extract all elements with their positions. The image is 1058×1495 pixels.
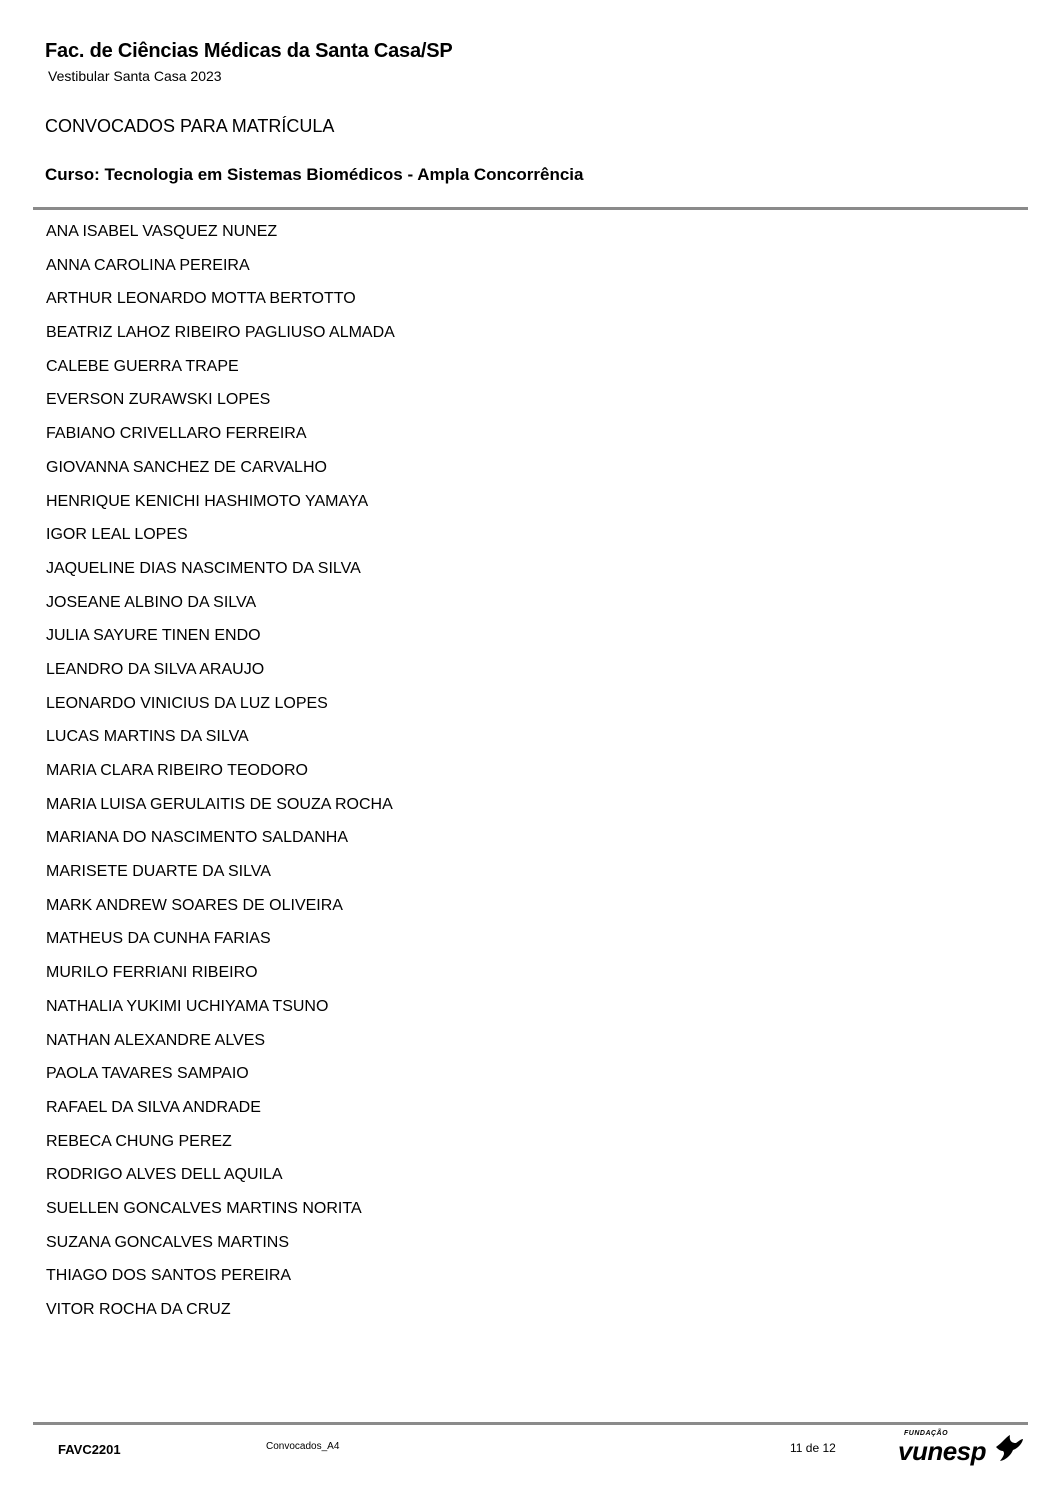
list-item: SUELLEN GONCALVES MARTINS NORITA (46, 1199, 362, 1217)
logo-wordmark: vunesp (898, 1436, 987, 1466)
list-item: VITOR ROCHA DA CRUZ (46, 1301, 231, 1318)
list-item: ANA ISABEL VASQUEZ NUNEZ (46, 223, 278, 240)
list-item: MARIA LUISA GERULAITIS DE SOUZA ROCHA (46, 795, 393, 813)
names-list (46, 221, 395, 1333)
list-item: MATHEUS DA CUNHA FARIAS (46, 930, 271, 948)
list-item: BEATRIZ LAHOZ RIBEIRO PAGLIUSO ALMADA (46, 324, 395, 342)
header-divider (33, 207, 1028, 210)
list-item: MURILO FERRIANI RIBEIRO (46, 964, 258, 982)
list-item: FABIANO CRIVELLARO FERREIRA (46, 425, 307, 443)
list-item: ARTHUR LEONARDO MOTTA BERTOTTO (46, 290, 356, 308)
institution-title: Fac. de Ciências Médicas da Santa Casa/SP (45, 40, 453, 62)
bird-icon (994, 1433, 1024, 1463)
list-item: JOSEANE ALBINO DA SILVA (46, 593, 257, 611)
list-item: MARISETE DUARTE DA SILVA (46, 863, 271, 881)
list-item: RODRIGO ALVES DELL AQUILA (46, 1166, 283, 1184)
list-item: NATHAN ALEXANDRE ALVES (46, 1031, 266, 1049)
list-item: HENRIQUE KENICHI HASHIMOTO YAMAYA (46, 492, 369, 510)
course-title: Curso: Tecnologia em Sistemas Biomédicos - Ampla Concorrência (45, 165, 584, 184)
list-item: REBECA CHUNG PEREZ (46, 1132, 232, 1150)
list-item: MARK ANDREW SOARES DE OLIVEIRA (46, 896, 343, 914)
list-item: MARIA CLARA RIBEIRO TEODORO (46, 762, 308, 779)
logo-foundation-label: FUNDAÇÃO (904, 1430, 949, 1437)
list-item: LEONARDO VINICIUS DA LUZ LOPES (46, 694, 328, 712)
list-item: CALEBE GUERRA TRAPE (46, 357, 239, 375)
list-item: THIAGO DOS SANTOS PEREIRA (46, 1267, 292, 1285)
list-item: PAOLA TAVARES SAMPAIO (46, 1065, 249, 1083)
list-item: MARIANA DO NASCIMENTO SALDANHA (46, 829, 348, 847)
list-item: IGOR LEAL LOPES (46, 526, 188, 544)
footer-document-name: Convocados_A4 (266, 1441, 340, 1452)
list-item: ANNA CAROLINA PEREIRA (46, 256, 250, 274)
list-item: GIOVANNA SANCHEZ DE CARVALHO (46, 458, 327, 476)
vunesp-logo (896, 1430, 1026, 1470)
list-item: JAQUELINE DIAS NASCIMENTO DA SILVA (46, 559, 361, 577)
footer-code: FAVC2201 (58, 1442, 121, 1457)
list-item: RAFAEL DA SILVA ANDRADE (46, 1098, 261, 1116)
list-item: NATHALIA YUKIMI UCHIYAMA TSUNO (46, 997, 329, 1015)
section-title: CONVOCADOS PARA MATRÍCULA (45, 116, 335, 136)
page-number: 11 de 12 (790, 1441, 836, 1455)
footer-divider (33, 1422, 1028, 1425)
list-item: EVERSON ZURAWSKI LOPES (46, 391, 271, 409)
list-item: JULIA SAYURE TINEN ENDO (46, 627, 261, 645)
list-item: LUCAS MARTINS DA SILVA (46, 728, 249, 746)
exam-subtitle: Vestibular Santa Casa 2023 (48, 68, 222, 84)
list-item: SUZANA GONCALVES MARTINS (46, 1233, 290, 1251)
list-item: LEANDRO DA SILVA ARAUJO (46, 660, 265, 678)
